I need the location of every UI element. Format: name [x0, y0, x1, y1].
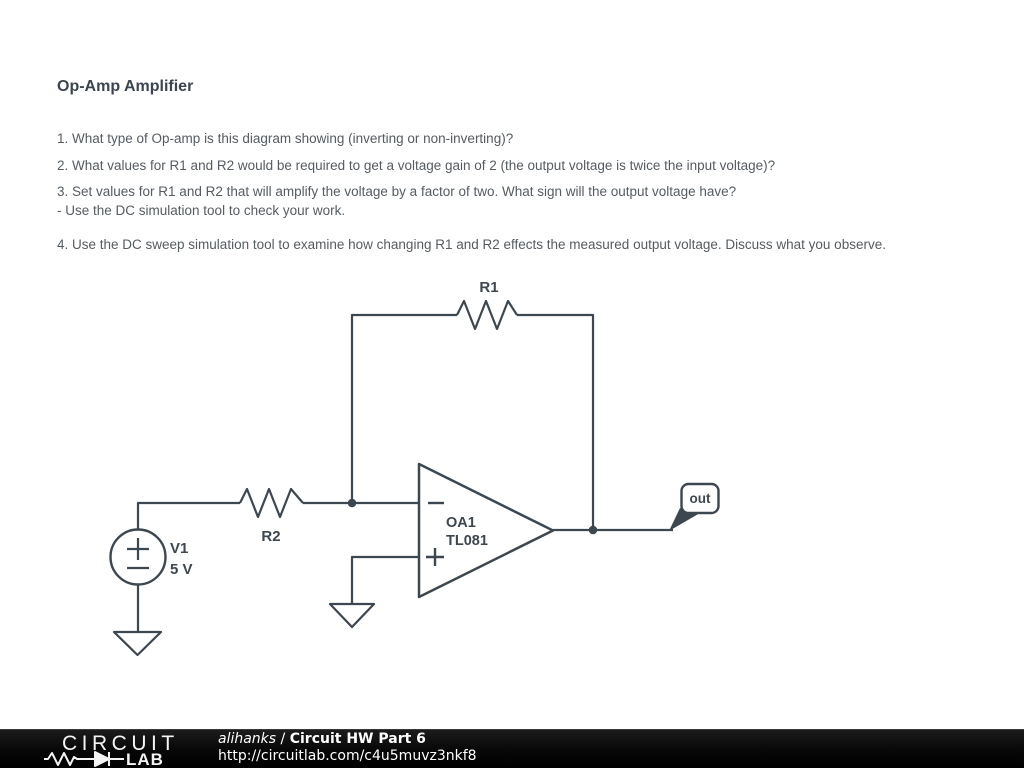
wire-noninverting-to-ground — [352, 557, 419, 604]
opamp-model: TL081 — [446, 533, 488, 549]
logo-word-top: CIRCUIT — [62, 732, 179, 755]
footer-bar — [0, 729, 1024, 768]
circuitlab-logo[interactable] — [36, 732, 221, 767]
junction-dot — [348, 499, 357, 508]
question-3-note: - Use the DC simulation tool to check your work. — [57, 203, 346, 218]
question-2: 2. What values for R1 and R2 would be required to get a voltage gain of 2 (the output voltage is twice the input voltage)? — [57, 158, 776, 173]
source-v1-value: 5 V — [170, 561, 193, 578]
ground-icon[interactable] — [330, 604, 374, 627]
footer-text — [218, 731, 477, 765]
footer-author: alihanks — [218, 731, 277, 747]
footer-separator: / — [276, 731, 290, 747]
source-v1-name: V1 — [170, 540, 189, 557]
resistor-r1[interactable] — [457, 279, 517, 329]
question-4: 4. Use the DC sweep simulation tool to examine how changing R1 and R2 effects the measured output voltage. Discuss what you observe. — [57, 237, 886, 252]
resistor-r1-label: R1 — [479, 279, 499, 296]
wire-input-left — [138, 503, 240, 529]
footer-project-line — [218, 731, 477, 748]
opamp-name: OA1 — [446, 515, 476, 531]
resistor-r2[interactable] — [240, 489, 303, 545]
opamp-oa1[interactable] — [419, 464, 553, 597]
node-flag-out[interactable] — [669, 484, 719, 531]
node-flag-label: out — [689, 491, 711, 506]
junction-dot — [589, 526, 598, 535]
footer-project-title: Circuit HW Part 6 — [289, 731, 426, 747]
resistor-r2-label: R2 — [261, 528, 281, 545]
footer-url[interactable]: http://circuitlab.com/c4u5muvz3nkf8 — [218, 748, 477, 764]
question-1: 1. What type of Op-amp is this diagram showing (inverting or non-inverting)? — [57, 131, 514, 146]
logo-word-bottom: LAB — [126, 750, 164, 767]
voltage-source-v1[interactable] — [111, 530, 193, 585]
wire-feedback-right — [517, 315, 593, 530]
page-title: Op-Amp Amplifier — [57, 78, 194, 95]
ground-icon[interactable] — [114, 632, 161, 655]
question-3: 3. Set values for R1 and R2 that will amplify the voltage by a factor of two. What sign will the output voltage have? — [57, 184, 737, 199]
